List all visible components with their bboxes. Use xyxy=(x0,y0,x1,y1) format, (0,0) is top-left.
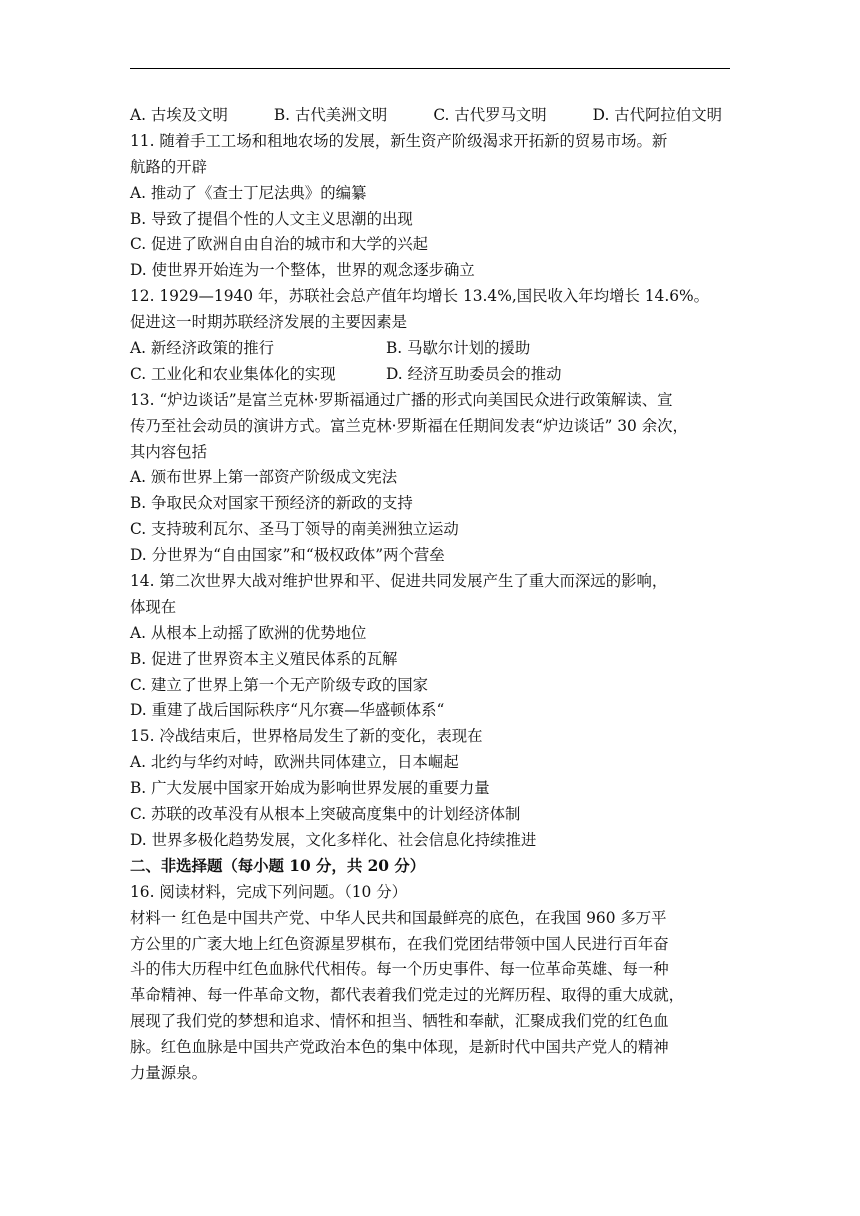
q16-material-line-6: 脉。红色血脉是中国共产党政治本色的集中体现，是新时代中国共产党人的精神 xyxy=(130,1038,669,1057)
q13-option-b: B. 争取民众对国家干预经济的新政的支持 xyxy=(130,494,413,513)
q13-stem-line-1: 13. “炉边谈话”是富兰克林·罗斯福通过广播的形式向美国民众进行政策解读、宣 xyxy=(130,390,673,409)
q15-option-c: C. 苏联的改革没有从根本上突破高度集中的计划经济体制 xyxy=(130,805,521,824)
q10-option-d: D. 古代阿拉伯文明 xyxy=(592,106,722,124)
q12-options-row-1 xyxy=(130,336,730,362)
q16-material-line-7: 力量源泉。 xyxy=(130,1063,207,1082)
q16-material-line-3: 斗的伟大历程中红色血脉代代相传。每一个历史事件、每一位革命英雄、每一种 xyxy=(130,960,669,979)
q12-option-a: A. 新经济政策的推行 xyxy=(130,339,275,358)
q14-option-d: D. 重建了战后国际秩序“凡尔赛—华盛顿体系“ xyxy=(130,701,445,720)
q13-option-d: D. 分世界为“自由国家”和“极权政体”两个营垒 xyxy=(130,546,445,565)
q16-material-line-1: 材料一 红色是中国共产党、中华人民共和国最鲜亮的底色，在我国 960 多万平 xyxy=(130,908,667,927)
q14-option-b: B. 促进了世界资本主义殖民体系的瓦解 xyxy=(130,649,398,668)
q13-option-c: C. 支持玻利瓦尔、圣马丁领导的南美洲独立运动 xyxy=(130,520,459,539)
q11-stem-line-2: 航路的开辟 xyxy=(130,157,207,176)
q10-option-a: A. 古埃及文明 xyxy=(130,106,228,124)
q15-option-b: B. 广大发展中国家开始成为影响世界发展的重要力量 xyxy=(130,779,490,798)
q11-option-b: B. 导致了提倡个性的人文主义思潮的出现 xyxy=(130,209,413,228)
q11-stem-line-1: 11. 随着手工工场和租地农场的发展，新生资产阶级渴求开拓新的贸易市场。新 xyxy=(130,131,668,150)
q10-options xyxy=(130,103,722,129)
section-2-title: 二、非选择题（每小题 10 分，共 20 分） xyxy=(130,856,426,875)
q11-option-c: C. 促进了欧洲自由自治的城市和大学的兴起 xyxy=(130,235,429,254)
exam-page xyxy=(130,103,730,1087)
q13-option-a: A. 颁布世界上第一部资产阶级成文宪法 xyxy=(130,468,398,487)
q12-option-d: D. 经济互助委员会的推动 xyxy=(386,364,562,383)
q14-stem-line-2: 体现在 xyxy=(130,597,177,616)
q11-option-d: D. 使世界开始连为一个整体，世界的观念逐步确立 xyxy=(130,261,475,280)
q12-option-c: C. 工业化和农业集体化的实现 xyxy=(130,364,336,383)
q10-option-c: C. 古代罗马文明 xyxy=(433,106,547,124)
q12-stem-line-2: 促进这一时期苏联经济发展的主要因素是 xyxy=(130,313,408,332)
q16-material-line-2: 方公里的广袤大地上红色资源星罗棋布，在我们党团结带领中国人民进行百年奋 xyxy=(130,934,669,953)
q15-option-a: A. 北约与华约对峙，欧洲共同体建立，日本崛起 xyxy=(130,753,459,772)
q11-option-a: A. 推动了《查士丁尼法典》的编纂 xyxy=(130,183,367,202)
q16-stem: 16. 阅读材料，完成下列问题。（10 分） xyxy=(130,882,408,901)
q12-option-b: B. 马歇尔计划的援助 xyxy=(386,339,531,358)
q14-stem-line-1: 14. 第二次世界大战对维护世界和平、促进共同发展产生了重大而深远的影响， xyxy=(130,572,668,591)
q13-stem-line-2: 传乃至社会动员的演讲方式。富兰克林·罗斯福在任期间发表“炉边谈话” 30 余次， xyxy=(130,416,688,435)
q12-stem-line-1: 12. 1929—1940 年，苏联社会总产值年均增长 13.4%,国民收入年均增长 14.6%。 xyxy=(130,287,710,306)
q12-options-row-2 xyxy=(130,362,730,388)
q14-option-a: A. 从根本上动摇了欧洲的优势地位 xyxy=(130,623,367,642)
q10-option-b: B. 古代美洲文明 xyxy=(273,106,388,124)
q13-stem-line-3: 其内容包括 xyxy=(130,442,207,461)
q16-material-line-5: 展现了我们党的梦想和追求、情怀和担当、牺牲和奉献，汇聚成我们党的红色血 xyxy=(130,1012,669,1031)
header-rule xyxy=(130,68,730,69)
q15-option-d: D. 世界多极化趋势发展，文化多样化、社会信息化持续推进 xyxy=(130,830,537,849)
q15-stem: 15. 冷战结束后，世界格局发生了新的变化，表现在 xyxy=(130,727,483,746)
q16-material-line-4: 革命精神、每一件革命文物，都代表着我们党走过的光辉历程、取得的重大成就， xyxy=(130,986,685,1005)
q14-option-c: C. 建立了世界上第一个无产阶级专政的国家 xyxy=(130,675,429,694)
